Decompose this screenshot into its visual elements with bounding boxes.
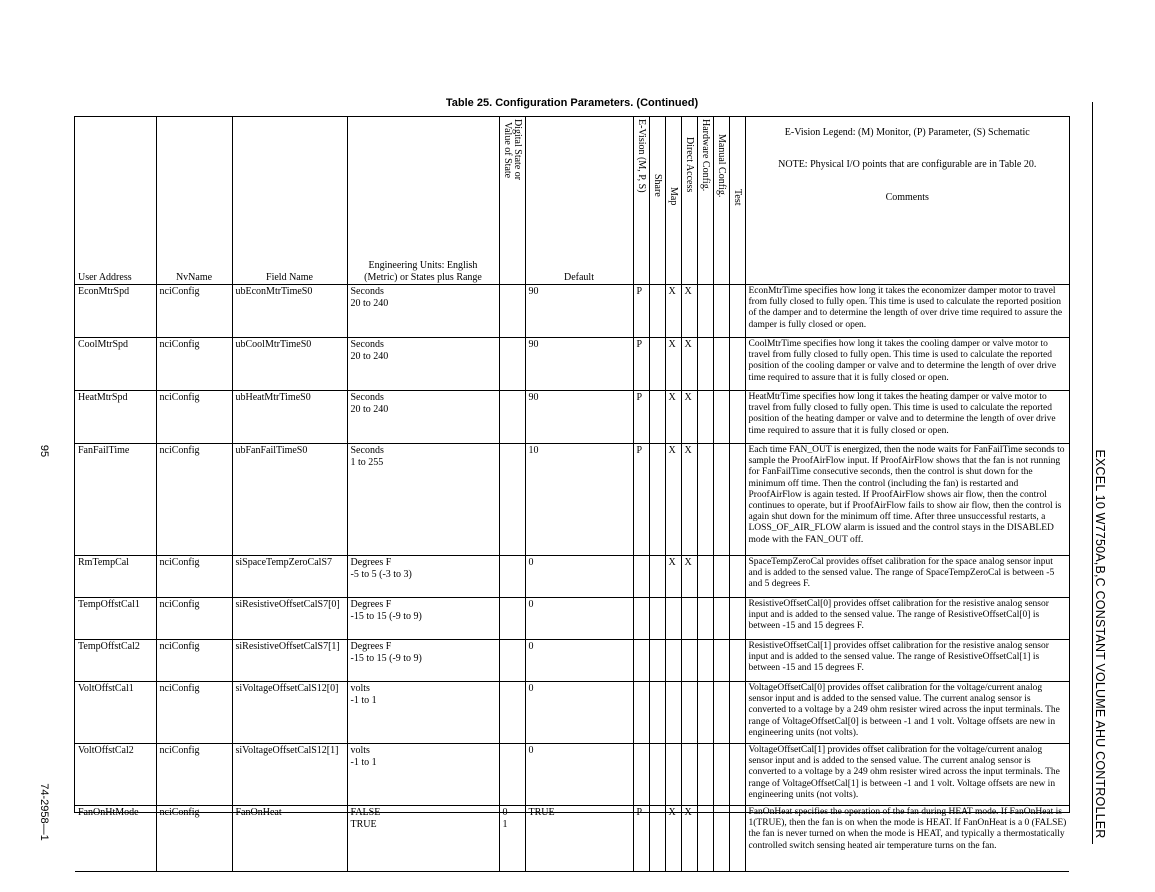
cell-field-name: ubHeatMtrTimeS0	[232, 391, 347, 444]
cell-direct-access: X	[681, 285, 697, 338]
cell-test	[729, 744, 745, 806]
header-manual-config: Manual Config.	[713, 117, 729, 285]
header-field-name: Field Name	[232, 117, 347, 285]
cell-field-name: siSpaceTempZeroCalS7	[232, 556, 347, 598]
header-digital-state	[499, 117, 525, 285]
cell-user-address: FanOnHtMode	[75, 806, 156, 872]
cell-evision: P	[633, 806, 649, 872]
cell-comment: Each time FAN_OUT is energized, then the node waits for FanFailTime seconds to sample the ProofAirFlow input. If ProofAirFlow shows that the fan is not running for FanFailTime consecutive seconds, then the control is shut down for the minimum off time. Then the control (including the fan) is restarted and ProofAirFlow is again tested. If ProofAirFlow shows air flow, then the control continues to operate, but if ProofAirFlow fails to show air flow, then the control is again shut down for the minimum off time. After three unsuccessful restarts, a LOSS_OF_AIR_FLOW alarm is issued and the control stays in the DISABLED mode with the FAN_OUT off.	[745, 444, 1069, 556]
cell-nv-name: nciConfig	[156, 806, 232, 872]
cell-direct-access: X	[681, 444, 697, 556]
cell-digital-state	[499, 744, 525, 806]
doc-number: 74-2958—1	[38, 783, 50, 841]
cell-default: 0	[525, 640, 633, 682]
header-digital-text: Digital State or Value of State	[502, 119, 523, 181]
cell-map: X	[665, 391, 681, 444]
cell-digital-state	[499, 598, 525, 640]
cell-evision: P	[633, 338, 649, 391]
cell-map	[665, 598, 681, 640]
cell-share	[649, 598, 665, 640]
cell-evision: P	[633, 391, 649, 444]
cell-share	[649, 682, 665, 744]
cell-comment: VoltageOffsetCal[1] provides offset calibration for the voltage/current analog sensor input and is added to the sensed value. The current analog sensor is converted to a voltage by a 249 ohm resister wired across the input terminals. The range of VoltageOffsetCal[1] is between -1 and 1 volt. Voltage offsets are new in engineering units (not volts).	[745, 744, 1069, 806]
cell-nv-name: nciConfig	[156, 682, 232, 744]
cell-nv-name: nciConfig	[156, 391, 232, 444]
cell-default: TRUE	[525, 806, 633, 872]
cell-user-address: TempOffstCal2	[75, 640, 156, 682]
table-row	[75, 640, 1069, 682]
cell-comment: HeatMtrTime specifies how long it takes the heating damper or valve motor to travel from fully closed to fully open. This time is used to calculate the reported position of the heating damper or valve and to determine the length of over drive time required to assure that it is fully closed or open.	[745, 391, 1069, 444]
cell-comment: FanOnHeat specifies the operation of the fan during HEAT mode. If FanOnHeat is 1(TRUE), then the fan is on when the mode is HEAT. If FanOnHeat is a 0 (FALSE) the fan is never turned on when the mode is HEAT, and typically a thermostatically controlled switch sensing heated air temperature turns on the fan.	[745, 806, 1069, 872]
cell-nv-name: nciConfig	[156, 598, 232, 640]
cell-nv-name: nciConfig	[156, 444, 232, 556]
cell-digital-state	[499, 640, 525, 682]
cell-digital-state: 0 1	[499, 806, 525, 872]
cell-manual-config	[713, 744, 729, 806]
cell-comment: ResistiveOffsetCal[1] provides offset calibration for the resistive analog sensor input and is added to the sensed value. The range of ResistiveOffsetCal[1] is between -15 and 15 degrees F.	[745, 640, 1069, 682]
header-comments-label: Comments	[885, 192, 929, 203]
cell-hardware-config	[697, 598, 713, 640]
cell-default: 0	[525, 556, 633, 598]
cell-test	[729, 682, 745, 744]
cell-units: Seconds 20 to 240	[347, 285, 499, 338]
cell-evision	[633, 556, 649, 598]
cell-field-name: siResistiveOffsetCalS7[0]	[232, 598, 347, 640]
cell-comment: EconMtrTime specifies how long it takes the economizer damper motor to travel from fully closed to fully open. This time is used to calculate the reported position of the damper and to determine the length of over drive time required to assure the damper is fully closed or open.	[745, 285, 1069, 338]
cell-hardware-config	[697, 806, 713, 872]
cell-manual-config	[713, 338, 729, 391]
cell-map	[665, 744, 681, 806]
cell-default: 10	[525, 444, 633, 556]
header-user-address: User Address	[75, 117, 156, 285]
table-row	[75, 444, 1069, 556]
page-number: 95	[38, 444, 50, 458]
cell-user-address: CoolMtrSpd	[75, 338, 156, 391]
cell-map: X	[665, 556, 681, 598]
cell-digital-state	[499, 338, 525, 391]
cell-field-name: ubFanFailTimeS0	[232, 444, 347, 556]
cell-hardware-config	[697, 640, 713, 682]
table-body	[75, 285, 1069, 872]
cell-units: Seconds 1 to 255	[347, 444, 499, 556]
cell-manual-config	[713, 640, 729, 682]
cell-digital-state	[499, 556, 525, 598]
cell-evision: P	[633, 285, 649, 338]
evision-legend: E-Vision Legend: (M) Monitor, (P) Parameter, (S) Schematic	[784, 127, 1030, 138]
cell-units: volts -1 to 1	[347, 744, 499, 806]
cell-hardware-config	[697, 744, 713, 806]
cell-test	[729, 338, 745, 391]
cell-manual-config	[713, 682, 729, 744]
cell-units: Degrees F -15 to 15 (-9 to 9)	[347, 598, 499, 640]
cell-share	[649, 556, 665, 598]
cell-share	[649, 640, 665, 682]
cell-test	[729, 285, 745, 338]
cell-digital-state	[499, 444, 525, 556]
cell-map	[665, 640, 681, 682]
cell-units: Degrees F -15 to 15 (-9 to 9)	[347, 640, 499, 682]
cell-hardware-config	[697, 444, 713, 556]
cell-manual-config	[713, 598, 729, 640]
config-parameters-table	[75, 117, 1069, 872]
cell-test	[729, 640, 745, 682]
cell-hardware-config	[697, 391, 713, 444]
cell-direct-access: X	[681, 338, 697, 391]
cell-user-address: FanFailTime	[75, 444, 156, 556]
cell-manual-config	[713, 556, 729, 598]
cell-field-name: ubCoolMtrTimeS0	[232, 338, 347, 391]
cell-direct-access: X	[681, 806, 697, 872]
header-direct-access: Direct Access	[681, 117, 697, 285]
cell-hardware-config	[697, 682, 713, 744]
cell-evision: P	[633, 444, 649, 556]
cell-manual-config	[713, 391, 729, 444]
cell-default: 0	[525, 598, 633, 640]
header-default: Default	[525, 117, 633, 285]
cell-map: X	[665, 285, 681, 338]
table-row	[75, 556, 1069, 598]
cell-share	[649, 391, 665, 444]
cell-field-name: FanOnHeat	[232, 806, 347, 872]
cell-nv-name: nciConfig	[156, 338, 232, 391]
cell-share	[649, 806, 665, 872]
cell-field-name: siResistiveOffsetCalS7[1]	[232, 640, 347, 682]
header-comments	[745, 117, 1069, 285]
cell-comment: VoltageOffsetCal[0] provides offset calibration for the voltage/current analog sensor input and is added to the sensed value. The current analog sensor is converted to a voltage by a 249 ohm resister wired across the input terminals. The range of VoltageOffsetCal[0] is between -1 and 1 volt. Voltage offsets are new in engineering units (not volts).	[745, 682, 1069, 744]
cell-map: X	[665, 338, 681, 391]
cell-digital-state	[499, 285, 525, 338]
cell-field-name: siVoltageOffsetCalS12[0]	[232, 682, 347, 744]
cell-test	[729, 806, 745, 872]
cell-default: 0	[525, 682, 633, 744]
table-row	[75, 682, 1069, 744]
io-note: NOTE: Physical I/O points that are configurable are in Table 20.	[778, 158, 1037, 170]
header-map: Map	[665, 117, 681, 285]
cell-default: 90	[525, 391, 633, 444]
cell-direct-access	[681, 682, 697, 744]
header-hardware-config: Hardware Config.	[697, 117, 713, 285]
table-caption: Table 25. Configuration Parameters. (Continued)	[445, 97, 699, 109]
cell-test	[729, 444, 745, 556]
cell-direct-access	[681, 744, 697, 806]
cell-comment: CoolMtrTime specifies how long it takes the cooling damper or valve motor to travel from fully closed to fully open. This time is used to calculate the reported position of the cooling damper or valve and to determine the length of over drive time required to assure that it is fully closed or open.	[745, 338, 1069, 391]
cell-evision	[633, 682, 649, 744]
cell-test	[729, 556, 745, 598]
cell-digital-state	[499, 682, 525, 744]
header-units-line1: Engineering Units: English	[368, 260, 478, 271]
cell-share	[649, 444, 665, 556]
header-evision: E-Vision (M, P, S)	[633, 117, 649, 285]
cell-field-name: ubEconMtrTimeS0	[232, 285, 347, 338]
cell-evision	[633, 598, 649, 640]
cell-field-name: siVoltageOffsetCalS12[1]	[232, 744, 347, 806]
cell-nv-name: nciConfig	[156, 640, 232, 682]
cell-comment: SpaceTempZeroCal provides offset calibration for the space analog sensor input and is added to the sensed value. The range of SpaceTempZeroCal is between -5 and 5 degrees F.	[745, 556, 1069, 598]
cell-manual-config	[713, 285, 729, 338]
cell-test	[729, 598, 745, 640]
cell-test	[729, 391, 745, 444]
cell-units: Seconds 20 to 240	[347, 338, 499, 391]
cell-share	[649, 744, 665, 806]
cell-default: 0	[525, 744, 633, 806]
cell-digital-state	[499, 391, 525, 444]
cell-default: 90	[525, 338, 633, 391]
cell-nv-name: nciConfig	[156, 285, 232, 338]
cell-evision	[633, 640, 649, 682]
cell-direct-access: X	[681, 556, 697, 598]
cell-hardware-config	[697, 556, 713, 598]
cell-map: X	[665, 806, 681, 872]
cell-direct-access	[681, 640, 697, 682]
header-engineering-units	[347, 117, 499, 285]
cell-user-address: EconMtrSpd	[75, 285, 156, 338]
cell-user-address: VoltOffstCal1	[75, 682, 156, 744]
cell-user-address: HeatMtrSpd	[75, 391, 156, 444]
cell-default: 90	[525, 285, 633, 338]
cell-direct-access	[681, 598, 697, 640]
table-row	[75, 744, 1069, 806]
table-row	[75, 391, 1069, 444]
header-nv-name: NvName	[156, 117, 232, 285]
header-units-line2: (Metric) or States plus Range	[364, 271, 482, 283]
running-title: EXCEL 10 W7750A,B,C CONSTANT VOLUME AHU CONTROLLER	[1093, 449, 1107, 839]
cell-direct-access: X	[681, 391, 697, 444]
table-row	[75, 285, 1069, 338]
cell-units: Degrees F -5 to 5 (-3 to 3)	[347, 556, 499, 598]
header-share: Share	[649, 117, 665, 285]
cell-hardware-config	[697, 285, 713, 338]
cell-user-address: RmTempCal	[75, 556, 156, 598]
cell-map: X	[665, 444, 681, 556]
cell-user-address: VoltOffstCal2	[75, 744, 156, 806]
cell-hardware-config	[697, 338, 713, 391]
config-table-wrapper	[74, 116, 1070, 851]
cell-manual-config	[713, 806, 729, 872]
cell-manual-config	[713, 444, 729, 556]
cell-nv-name: nciConfig	[156, 556, 232, 598]
cell-share	[649, 285, 665, 338]
cell-share	[649, 338, 665, 391]
table-row	[75, 598, 1069, 640]
cell-units: Seconds 20 to 240	[347, 391, 499, 444]
table-row	[75, 806, 1069, 872]
cell-evision	[633, 744, 649, 806]
cell-units: volts -1 to 1	[347, 682, 499, 744]
cell-units: FALSE TRUE	[347, 806, 499, 872]
header-row	[75, 117, 1069, 285]
cell-comment: ResistiveOffsetCal[0] provides offset calibration for the resistive analog sensor input and is added to the sensed value. The range of ResistiveOffsetCal[0] is between -15 and 15 degrees F.	[745, 598, 1069, 640]
table-row	[75, 338, 1069, 391]
cell-nv-name: nciConfig	[156, 744, 232, 806]
cell-user-address: TempOffstCal1	[75, 598, 156, 640]
cell-map	[665, 682, 681, 744]
header-test: Test	[729, 117, 745, 285]
